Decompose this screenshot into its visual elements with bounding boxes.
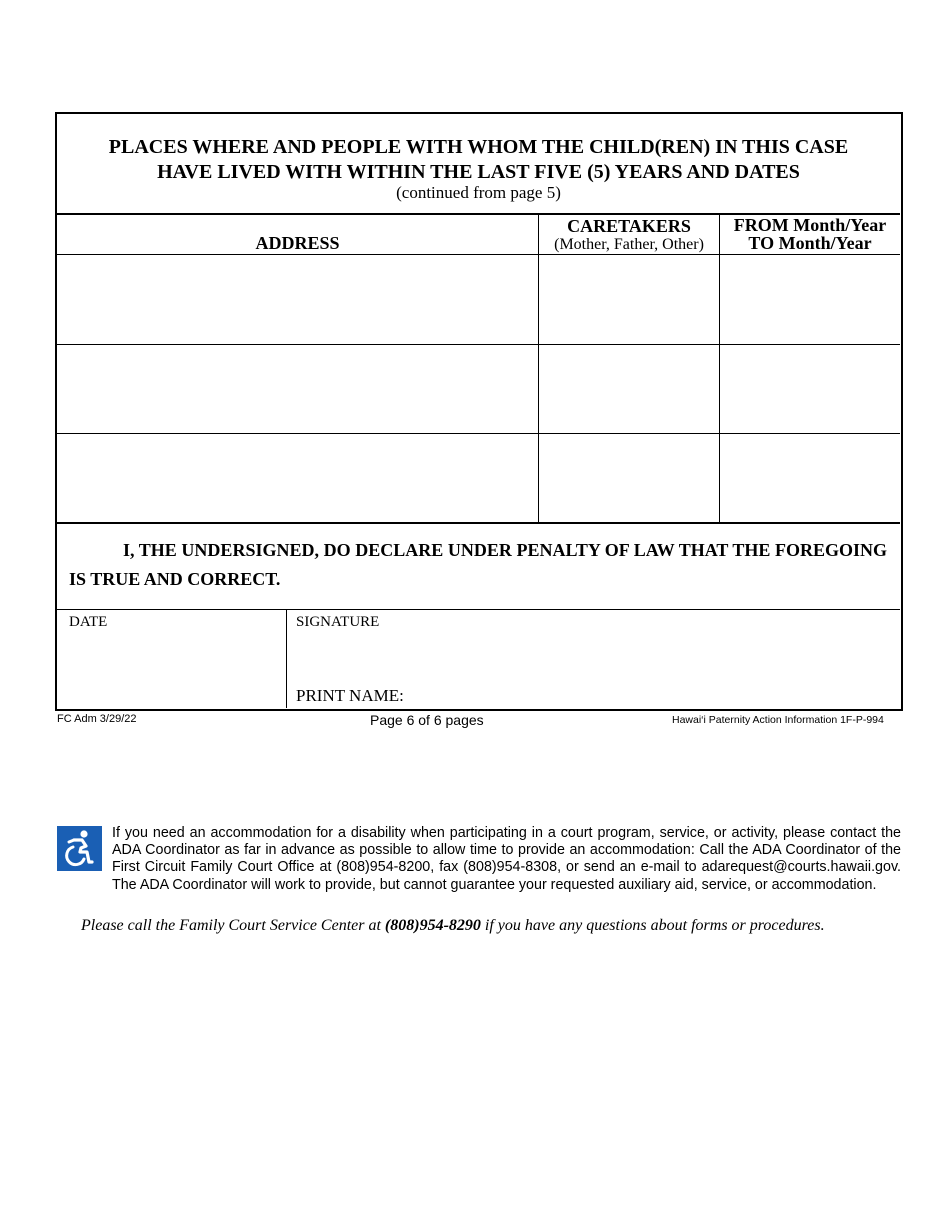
form-box [55,112,903,711]
service-center-notice [81,917,825,935]
signature-label: SIGNATURE [296,614,380,630]
address-input-cell[interactable] [57,344,539,433]
caretakers-input-cell[interactable] [539,433,720,522]
caretakers-input-cell[interactable] [539,255,720,344]
table-row [57,255,900,345]
date-field[interactable] [57,610,287,708]
heading-line-2: HAVE LIVED WITH WITHIN THE LAST FIVE (5) YEARS AND DATES [157,161,800,183]
page-number: Page 6 of 6 pages [370,712,484,728]
dates-input-cell[interactable] [720,344,900,433]
declaration-statement: I, THE UNDERSIGNED, DO DECLARE UNDER PENALTY OF LAW THAT THE FOREGOING IS TRUE AND CORRECT. [57,522,900,610]
accessibility-icon [57,826,102,871]
to-header-label: TO Month/Year [748,233,872,253]
table-row [57,433,900,522]
caretakers-header-label: CARETAKERS [567,216,691,236]
print-name-label: PRINT NAME: [296,686,404,705]
caretakers-header-sub: (Mother, Father, Other) [554,236,704,253]
service-text-after: if you have any questions about forms or procedures. [480,917,825,934]
caretakers-column-header [539,215,720,255]
address-input-cell[interactable] [57,433,539,522]
dates-input-cell[interactable] [720,433,900,522]
form-title: Hawai‘i Paternity Action Information 1F-P-994 [672,714,884,726]
dates-input-cell[interactable] [720,255,900,344]
address-input-cell[interactable] [57,255,539,344]
service-phone: (808)954-8290 [384,917,481,934]
caretakers-input-cell[interactable] [539,344,720,433]
heading-continued: (continued from page 5) [396,183,561,202]
address-column-header [57,215,539,255]
ada-notice: If you need an accommodation for a disability when participating in a court program, service, or activity, please contact the ADA Coordinator as far in advance as possible to allow time to provide an accommodation: Call the ADA Coordinator of the First Circuit Family Court Office at (808)954-8200, fax (808)954-8308, or send an e-mail to adarequest@courts.hawaii.gov. The ADA Coordinator will work to provide, but cannot guarantee your requested auxiliary aid, service, or accommodation. [112,825,901,893]
address-header-label: ADDRESS [255,233,340,253]
form-code: FC Adm 3/29/22 [57,713,137,725]
from-header-label: FROM Month/Year [733,215,887,235]
service-text-before: Please call the Family Court Service Center at [81,917,385,934]
heading-line-1: PLACES WHERE AND PEOPLE WITH WHOM THE CHILD(REN) IN THIS CASE [108,136,849,158]
date-label: DATE [69,614,108,630]
table-row [57,344,900,434]
dates-column-header [720,215,900,255]
signature-field[interactable] [287,610,900,708]
signature-area [57,610,900,708]
form-heading [57,114,900,215]
